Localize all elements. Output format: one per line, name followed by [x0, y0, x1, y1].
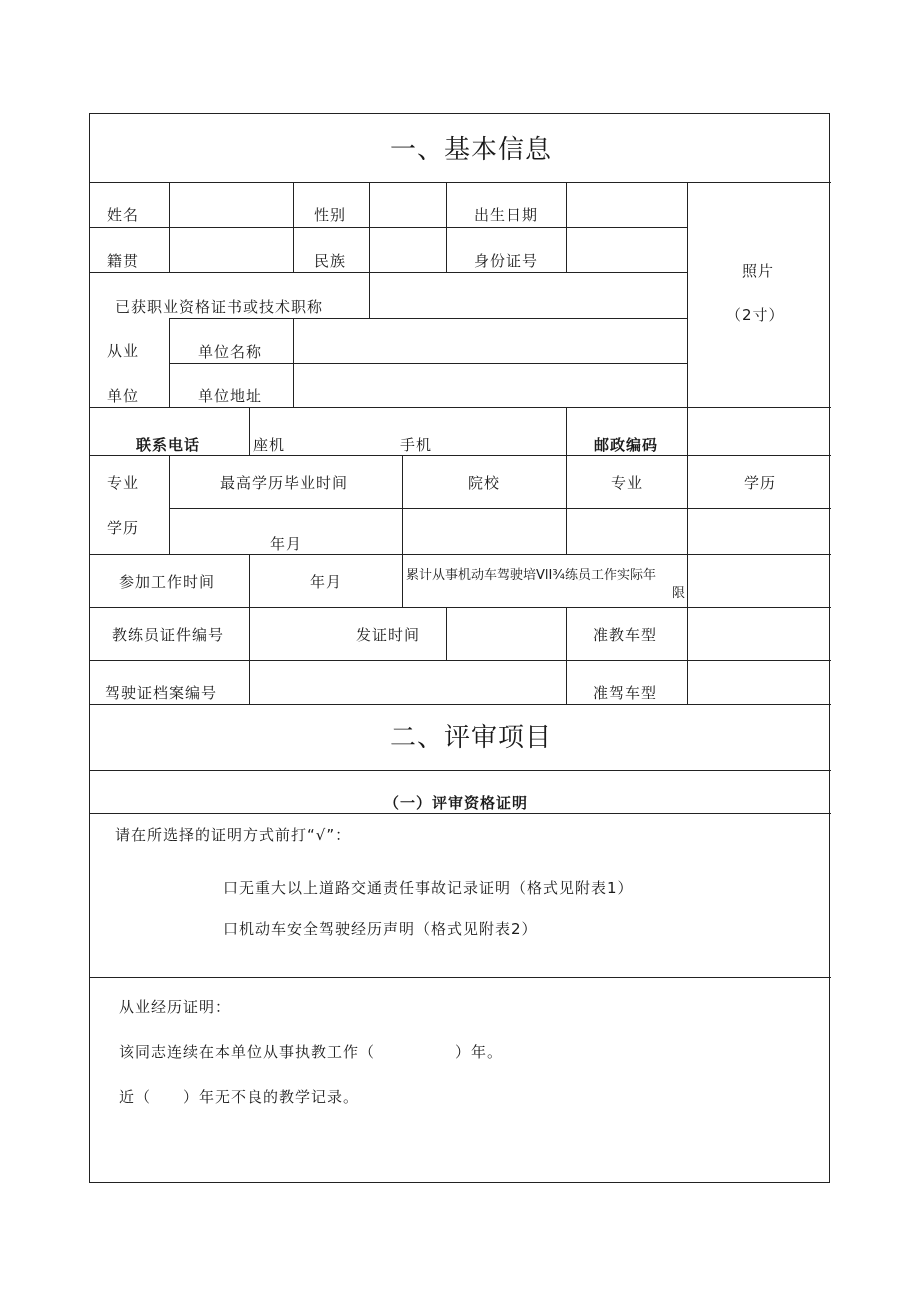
col-divider — [169, 182, 170, 272]
postcode-label: 邮政编码 — [594, 436, 659, 454]
col-divider — [293, 182, 294, 272]
col-divider — [446, 182, 447, 272]
col-divider — [566, 182, 567, 272]
row-divider — [90, 455, 831, 456]
landline-label: 座机 — [253, 436, 286, 454]
col-divider — [566, 607, 567, 704]
experience-proof-title: 从业经历证明： — [119, 998, 232, 1016]
employer-label-line1: 从业 — [107, 342, 140, 360]
degree-label: 学历 — [744, 474, 777, 492]
gender-label: 性别 — [314, 206, 347, 224]
name-label: 姓名 — [107, 206, 140, 224]
row-divider — [90, 977, 831, 978]
graduation-year-month: 年月 — [270, 535, 303, 553]
option-safe-driving-statement[interactable]: 口机动车安全驾驶经历声明（格式见附表2） — [223, 920, 538, 938]
employer-label-line2: 单位 — [107, 387, 140, 405]
col-divider — [402, 554, 403, 607]
row-divider — [90, 554, 831, 555]
education-label-line1: 专业 — [107, 474, 140, 492]
col-divider — [169, 455, 170, 554]
row-divider — [90, 607, 831, 608]
graduation-time-label: 最高学历毕业时间 — [220, 474, 349, 492]
checkbox-instruction: 请在所选择的证明方式前打“√”： — [115, 826, 352, 844]
col-divider — [169, 318, 170, 407]
section-title-basic-info: 一、基本信息 — [390, 135, 553, 165]
col-divider — [687, 554, 688, 607]
row-divider — [169, 318, 687, 319]
training-years-label-line1: 累计从事机动车驾驶培VlI¾练员工作实际年 — [406, 568, 656, 583]
training-years-label-line2: 限 — [672, 586, 686, 601]
col-divider — [687, 182, 688, 407]
teaching-vehicle-label: 准教车型 — [593, 626, 658, 644]
row-divider — [90, 407, 831, 408]
col-divider — [687, 455, 688, 554]
license-file-number-label: 驾驶证档案编号 — [105, 684, 218, 702]
row-divider — [90, 227, 687, 228]
id-number-label: 身份证号 — [474, 252, 539, 270]
birth-date-label: 出生日期 — [474, 206, 539, 224]
subsection-title-qualification: （一）评审资格证明 — [384, 794, 529, 812]
col-divider — [249, 607, 250, 704]
work-start-label: 参加工作时间 — [119, 573, 216, 591]
work-start-year-month: 年月 — [310, 573, 343, 591]
row-divider — [90, 770, 831, 771]
photo-label: 照片 — [742, 262, 775, 280]
row-divider — [169, 363, 687, 364]
mobile-label: 手机 — [400, 436, 433, 454]
driving-vehicle-label: 准驾车型 — [593, 684, 658, 702]
education-label-line2: 学历 — [107, 519, 140, 537]
col-divider — [293, 318, 294, 407]
native-place-label: 籍贯 — [107, 252, 140, 270]
row-divider — [169, 508, 831, 509]
col-divider — [369, 272, 370, 318]
row-divider — [90, 660, 831, 661]
unit-address-label: 单位地址 — [198, 387, 263, 405]
row-divider — [90, 813, 831, 814]
qualification-label: 已获职业资格证书或技术职称 — [115, 298, 324, 316]
col-divider — [249, 407, 250, 455]
col-divider — [566, 455, 567, 554]
col-divider — [369, 182, 370, 272]
experience-years-line: 该同志连续在本单位从事执教工作（ ）年。 — [119, 1043, 504, 1061]
ethnicity-label: 民族 — [314, 252, 347, 270]
row-divider — [90, 272, 687, 273]
row-divider — [90, 704, 831, 705]
section-title-review-items: 二、评审项目 — [390, 723, 553, 753]
row-divider — [90, 182, 831, 183]
col-divider — [249, 554, 250, 607]
major-label: 专业 — [611, 474, 644, 492]
application-form — [89, 113, 830, 1183]
col-divider — [566, 407, 567, 455]
issue-time-label: 发证时间 — [356, 626, 421, 644]
col-divider — [687, 607, 688, 704]
col-divider — [446, 607, 447, 660]
unit-name-label: 单位名称 — [198, 343, 263, 361]
school-label: 院校 — [468, 474, 501, 492]
photo-size-label: （2寸） — [726, 306, 785, 324]
contact-phone-label: 联系电话 — [136, 436, 201, 454]
col-divider — [687, 407, 688, 455]
no-bad-record-line: 近（ ）年无不良的教学记录。 — [119, 1088, 360, 1106]
col-divider — [402, 455, 403, 554]
option-no-accident-proof[interactable]: 口无重大以上道路交通责任事故记录证明（格式见附表1） — [223, 879, 634, 897]
coach-cert-number-label: 教练员证件编号 — [112, 626, 225, 644]
